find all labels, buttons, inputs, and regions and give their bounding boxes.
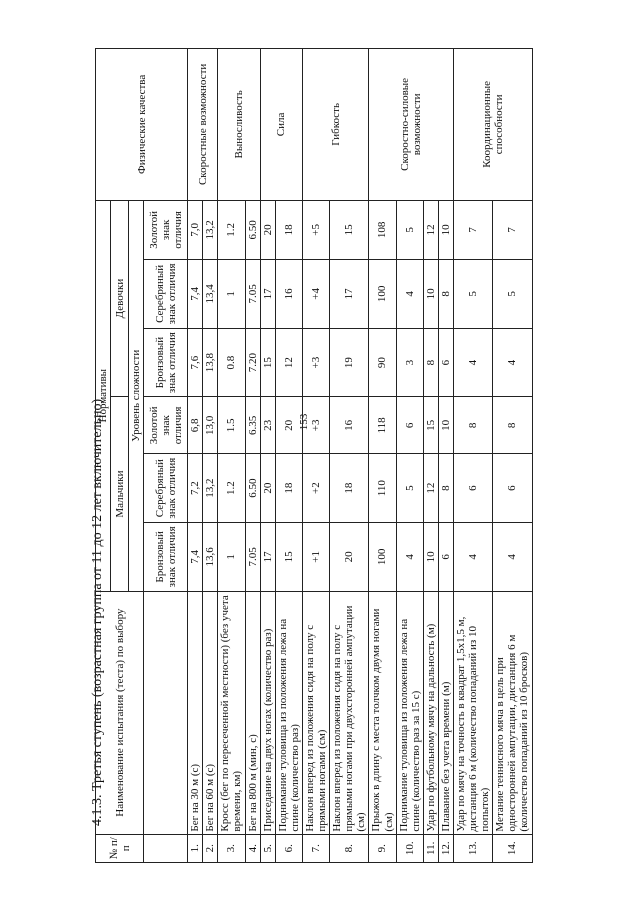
norm-value: 12 [423, 454, 438, 523]
norm-value: 4 [453, 523, 492, 592]
norm-value: 13,4 [203, 260, 218, 329]
norm-value: 7.05 [245, 260, 260, 329]
norm-value: +2 [302, 454, 329, 523]
norm-value: 20 [275, 397, 302, 454]
header-name: Наименование испытания (теста) по выбору [96, 591, 144, 834]
norm-value: 17 [260, 260, 275, 329]
header-girls-bronze: Бронзовый знак отличия [144, 328, 188, 397]
table-row [453, 49, 492, 863]
table-body [188, 49, 532, 863]
norm-value: 8 [423, 328, 438, 397]
row-number: 1. [188, 834, 203, 862]
norm-value: 6 [493, 454, 532, 523]
norm-value: +1 [302, 523, 329, 592]
norm-value: +3 [302, 328, 329, 397]
norm-value: 0.8 [218, 328, 245, 397]
norm-value: 16 [330, 397, 369, 454]
norm-value: 13,8 [203, 328, 218, 397]
norm-value: 8 [438, 454, 453, 523]
norm-value: 7,0 [188, 200, 203, 259]
norm-value: 5 [493, 260, 532, 329]
norm-value: 15 [260, 328, 275, 397]
table-row [260, 49, 275, 863]
row-number: 10. [396, 834, 423, 862]
norm-value: 4 [396, 523, 423, 592]
test-name: Бег на 30 м (с) [188, 591, 203, 834]
norm-value: 8 [438, 260, 453, 329]
header-girls-gold: Золотой знак отличия [144, 200, 188, 259]
norm-value: +3 [302, 397, 329, 454]
norm-value: 6,8 [188, 397, 203, 454]
norm-value: 7.20 [245, 328, 260, 397]
norm-value: 12 [275, 328, 302, 397]
physical-quality: Выносливость [218, 49, 260, 201]
norm-value: 6 [396, 397, 423, 454]
norm-value: 100 [369, 260, 396, 329]
norm-value: 7,6 [188, 328, 203, 397]
row-number: 3. [218, 834, 245, 862]
norm-value: 15 [330, 200, 369, 259]
test-name: Прыжок в длину с места толчком двумя ногами (см) [369, 591, 396, 834]
table-row [302, 49, 329, 863]
norm-value: 10 [438, 397, 453, 454]
test-name: Плавание без учета времени (м) [438, 591, 453, 834]
norm-value: 18 [275, 454, 302, 523]
rotated-table-container [95, 48, 531, 863]
norm-value: +5 [302, 200, 329, 259]
test-name: Бег на 800 м (мин, с) [245, 591, 260, 834]
norm-value: 20 [330, 523, 369, 592]
page-heading: 4.1.3. Третья ступень (возрастная группа от 11 до 12 лет включительно) [90, 398, 105, 826]
norm-value: 7.05 [245, 523, 260, 592]
row-number: 6. [275, 834, 302, 862]
norm-value: 1 [218, 523, 245, 592]
table-row [218, 49, 245, 863]
test-name: Приседание на двух ногах (количество раз) [260, 591, 275, 834]
test-name: Бег на 60 м (с) [203, 591, 218, 834]
norm-value: 7 [493, 200, 532, 259]
norm-value: 16 [275, 260, 302, 329]
test-name: Метание теннисного мяча в цель при односторонней ампутации, дистанция 6 м (количество попаданий из 10 бросков) [493, 591, 532, 834]
norm-value: 20 [260, 200, 275, 259]
test-name: Наклон вперед из положения сидя на полу с прямыми ногами при двухсторонней ампутации (см) [330, 591, 369, 834]
norm-value: +4 [302, 260, 329, 329]
norm-value: 17 [260, 523, 275, 592]
norm-value: 90 [369, 328, 396, 397]
norms-table [95, 48, 533, 863]
norm-value: 23 [260, 397, 275, 454]
row-number: 8. [330, 834, 369, 862]
norm-value: 13,2 [203, 200, 218, 259]
norm-value: 13,6 [203, 523, 218, 592]
row-number: 7. [302, 834, 329, 862]
header-boys: Мальчики [111, 397, 129, 591]
header-girls: Девочки [111, 200, 129, 397]
norm-value: 7,2 [188, 454, 203, 523]
row-number: 11. [423, 834, 438, 862]
table-row [369, 49, 396, 863]
norm-value: 8 [493, 397, 532, 454]
header-norms: Нормативы [96, 200, 111, 591]
row-number: 14. [493, 834, 532, 862]
physical-quality: Скоростные возможности [188, 49, 218, 201]
physical-quality: Гибкость [302, 49, 368, 201]
norm-value: 7,4 [188, 523, 203, 592]
norm-value: 6.50 [245, 454, 260, 523]
row-number: 12. [438, 834, 453, 862]
norm-value: 20 [260, 454, 275, 523]
norm-value: 1.2 [218, 454, 245, 523]
norm-value: 6 [453, 454, 492, 523]
norm-value: 15 [275, 523, 302, 592]
page-number: 153 [298, 413, 310, 431]
norm-value: 4 [453, 328, 492, 397]
norm-value: 7,4 [188, 260, 203, 329]
test-name: Удар по мячу на точность в квадрат 1,5х1,5 м, дистанция 6 м (количество попаданий из 10 попыток) [453, 591, 492, 834]
header-girls-silver: Серебряный знак отличия [144, 260, 188, 329]
norm-value: 10 [423, 260, 438, 329]
norm-value: 108 [369, 200, 396, 259]
norm-value: 4 [396, 260, 423, 329]
norm-value: 6 [438, 328, 453, 397]
norm-value: 18 [275, 200, 302, 259]
norm-value: 15 [423, 397, 438, 454]
physical-quality: Скоростно-силовые возможности [369, 49, 454, 201]
test-name: Кросс (бег по пересеченной местности) (без учета времени, км) [218, 591, 245, 834]
norm-value: 118 [369, 397, 396, 454]
norm-value: 7 [453, 200, 492, 259]
norm-value: 10 [438, 200, 453, 259]
norm-value: 1 [218, 260, 245, 329]
header-boys-bronze: Бронзовый знак отличия [144, 523, 188, 592]
test-name: Наклон вперед из положения сидя на полу с прямыми ногами (см) [302, 591, 329, 834]
norm-value: 4 [493, 328, 532, 397]
norm-value: 1.5 [218, 397, 245, 454]
norm-value: 110 [369, 454, 396, 523]
norm-value: 10 [423, 523, 438, 592]
norm-value: 4 [493, 523, 532, 592]
header-num-blank [144, 834, 188, 862]
table-row [188, 49, 203, 863]
test-name: Удар по футбольному мячу на дальность (м) [423, 591, 438, 834]
row-number: 5. [260, 834, 275, 862]
physical-quality: Сила [260, 49, 302, 201]
norm-value: 13,2 [203, 454, 218, 523]
test-name: Поднимание туловища из положения лежа на спине (количество раз) [275, 591, 302, 834]
header-level: Уровень сложности [129, 200, 144, 591]
test-name: Поднимание туловища из положения лежа на спине (количество раз за 15 с) [396, 591, 423, 834]
norm-value: 5 [396, 454, 423, 523]
row-number: 2. [203, 834, 218, 862]
norm-value: 17 [330, 260, 369, 329]
norm-value: 6.35 [245, 397, 260, 454]
norm-value: 3 [396, 328, 423, 397]
norm-value: 6.50 [245, 200, 260, 259]
header-boys-gold: Золотой знак отличия [144, 397, 188, 454]
header-boys-silver: Серебряный знак отличия [144, 454, 188, 523]
header-quality: Физические качества [96, 49, 188, 201]
norm-value: 1.2 [218, 200, 245, 259]
norm-value: 8 [453, 397, 492, 454]
norm-value: 6 [438, 523, 453, 592]
norm-value: 5 [396, 200, 423, 259]
row-number: 13. [453, 834, 492, 862]
norm-value: 13,0 [203, 397, 218, 454]
norm-value: 18 [330, 454, 369, 523]
row-number: 9. [369, 834, 396, 862]
norm-value: 19 [330, 328, 369, 397]
header-name-blank [144, 591, 188, 834]
norm-value: 100 [369, 523, 396, 592]
norm-value: 12 [423, 200, 438, 259]
physical-quality: Координационные способности [453, 49, 532, 201]
row-number: 4. [245, 834, 260, 862]
header-num: № п/п [96, 834, 144, 862]
norm-value: 5 [453, 260, 492, 329]
